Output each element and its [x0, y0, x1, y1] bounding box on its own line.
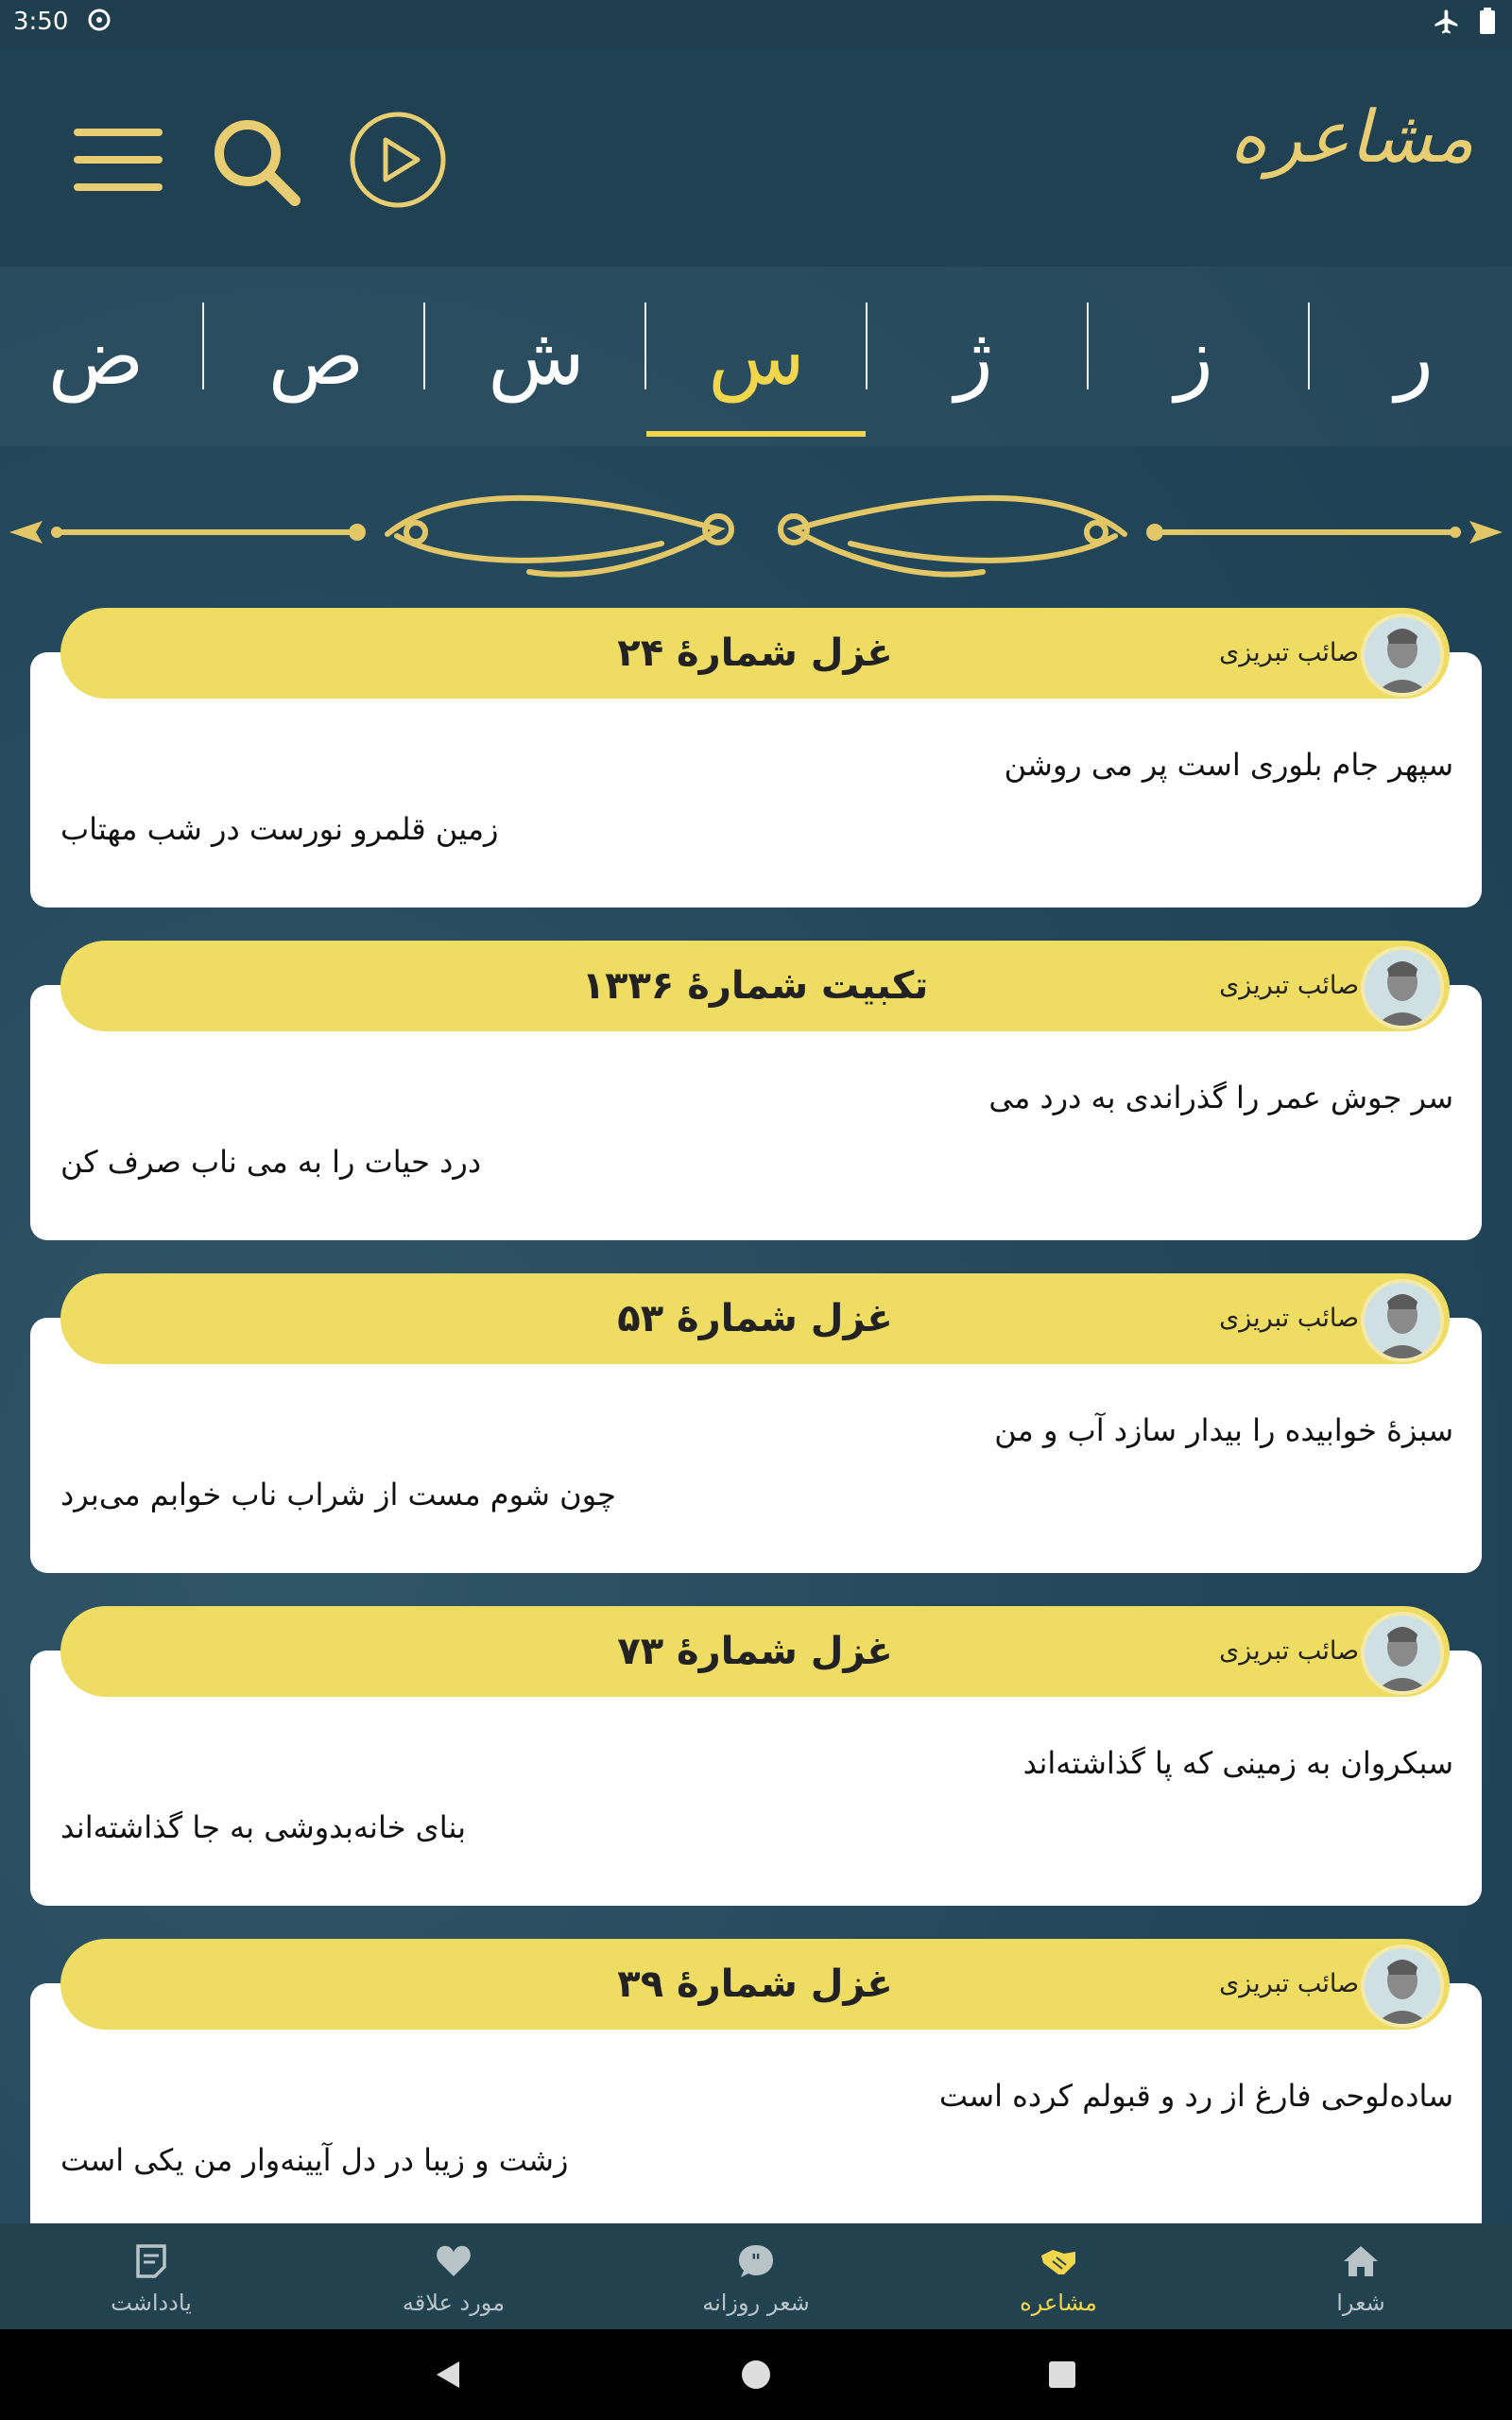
poem-line-1: سپهر جام بلوری است پر می روشن — [1004, 747, 1453, 783]
nav-favorites-label: مورد علاقه — [402, 2290, 506, 2316]
tab-letter-sin[interactable]: س — [708, 310, 805, 403]
system-navigation-bar — [0, 2329, 1512, 2420]
tab-letter-ra[interactable]: ر — [1395, 310, 1434, 403]
nav-notes[interactable] — [0, 2223, 302, 2329]
menu-icon[interactable] — [66, 108, 170, 212]
poem-title: غزل شمارهٔ ۷۳ — [617, 1630, 893, 1673]
poem-line-2: چون شوم مست از شراب ناب خوابم می‌برد — [60, 1477, 616, 1512]
heart-icon — [435, 2242, 472, 2280]
play-icon[interactable] — [346, 108, 450, 212]
battery-icon — [1480, 8, 1495, 34]
poet-name: صائب تبریزی — [1219, 971, 1359, 1000]
poem-card-header — [60, 941, 1450, 1031]
poem-line-1: ساده‌لوحی فارغ از رد و قبولم کرده است — [938, 2078, 1453, 2114]
poem-card-header — [60, 608, 1450, 699]
tab-letter-sad[interactable]: ص — [267, 310, 365, 403]
poem-card-header — [60, 1606, 1450, 1697]
poem-title: غزل شمارهٔ ۳۹ — [617, 1962, 893, 2006]
nav-mushaereh-label: مشاعره — [1020, 2290, 1097, 2316]
poet-avatar — [1361, 1612, 1444, 1695]
home-icon — [1342, 2242, 1380, 2280]
tab-divider — [423, 302, 425, 389]
nav-mushaereh[interactable] — [907, 2223, 1210, 2329]
poem-title: غزل شمارهٔ ۵۳ — [617, 1297, 893, 1340]
airplane-mode-icon — [1433, 8, 1461, 36]
tab-letter-ze[interactable]: ز — [1175, 310, 1213, 403]
poem-line-1: سر جوش عمر را گذراندی به درد می — [988, 1080, 1453, 1115]
back-icon[interactable] — [431, 2358, 465, 2392]
poem-card-header — [60, 1939, 1450, 2030]
nav-poets[interactable] — [1210, 2223, 1512, 2329]
home-circle-icon[interactable] — [739, 2358, 773, 2392]
note-icon — [132, 2242, 170, 2280]
poem-line-1: سبکروان به زمینی که پا گذاشته‌اند — [1022, 1745, 1453, 1781]
poet-avatar — [1361, 614, 1444, 697]
poet-name: صائب تبریزی — [1219, 1304, 1359, 1333]
poet-name: صائب تبریزی — [1219, 638, 1359, 667]
poet-name: صائب تبریزی — [1219, 1636, 1359, 1666]
poem-line-2: درد حیات را به می ناب صرف کن — [60, 1144, 482, 1180]
nav-daily-poem[interactable] — [605, 2223, 907, 2329]
tab-divider — [1087, 302, 1089, 389]
tab-letter-shin[interactable]: ش — [488, 310, 585, 403]
tab-letter-zad[interactable]: ض — [47, 310, 145, 403]
tab-letter-zhe[interactable]: ژ — [954, 310, 993, 403]
tab-divider — [202, 302, 204, 389]
nav-poets-label: شعرا — [1336, 2290, 1385, 2316]
quote-bubble-icon — [737, 2242, 775, 2280]
sync-status-icon — [87, 8, 112, 32]
status-bar — [0, 0, 1512, 49]
app-bar — [0, 49, 1512, 267]
poem-line-2: زشت و زیبا در دل آیینه‌وار من یکی است — [60, 2142, 569, 2178]
handshake-icon — [1040, 2242, 1077, 2280]
recents-icon[interactable] — [1045, 2358, 1079, 2392]
poet-avatar — [1361, 946, 1444, 1029]
app-title: مشاعره — [1229, 95, 1474, 179]
poet-name: صائب تبریزی — [1219, 1969, 1359, 1998]
poet-avatar — [1361, 1279, 1444, 1362]
poem-line-2: زمین قلمرو نورست در شب مهتاب — [60, 811, 499, 847]
poem-card-header — [60, 1273, 1450, 1364]
poem-title: تکبیت شمارهٔ ۱۳۳۶ — [581, 964, 929, 1008]
active-tab-indicator — [646, 431, 866, 437]
poet-avatar — [1361, 1945, 1444, 2028]
poem-title: غزل شمارهٔ ۲۴ — [617, 631, 893, 675]
nav-favorites[interactable] — [302, 2223, 605, 2329]
poem-line-1: سبزهٔ خوابیده را بیدار سازد آب و من — [994, 1412, 1453, 1448]
svg-text:": " — [750, 2250, 762, 2273]
bottom-navigation — [0, 2223, 1512, 2329]
ornament-divider — [0, 477, 1512, 605]
tab-divider — [866, 302, 868, 389]
status-time: 3:50 — [13, 8, 69, 36]
nav-daily-poem-label: شعر روزانه — [702, 2290, 810, 2316]
tab-divider — [644, 302, 646, 389]
nav-notes-label: یادداشت — [111, 2290, 192, 2316]
tab-divider — [1308, 302, 1310, 389]
search-icon[interactable] — [204, 108, 308, 212]
poem-line-2: بنای خانه‌بدوشی به جا گذاشته‌اند — [60, 1809, 467, 1845]
